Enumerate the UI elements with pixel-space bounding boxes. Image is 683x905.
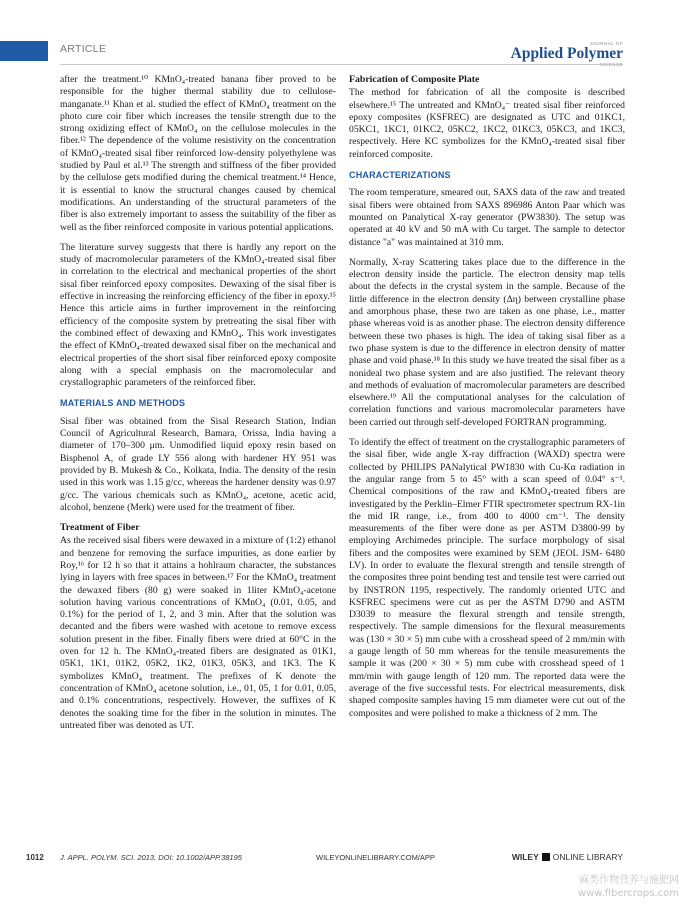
paragraph: Normally, X-ray Scattering takes place due to the difference in the electron density inside the particle. The electron density map tells about the defects in the crystal system in the sample. Because of the little difference in the electron density (Δη) between crystalline phase and amorphous phase, these two are taken as one phase, i.e., matter phase whereas void is as another phase. The electron density difference between these two phases is high. The idea of taking sisal fiber as a two phase system is due to the difference in electron density of matter phase and void phase.¹⁸ In this study we have treated the sisal fiber as a nonideal two phase system and are also justified. The relevant theory and methods of evaluation of macromolecular parameters are described elsewhere.¹⁹ All the computational analyses for the calculation of correlation functions and various macromolecular parameters have been carried out through self-developed FORTRAN programming. xyxy=(349,256,625,428)
paragraph: To identify the effect of treatment on the crystallographic parameters of the sisal fiber, wide angle X-ray diffraction (WAXD) spectra were collected by PHILIPS PANalytical PW1830 with Cu-Kα radiation in the angular range from 5 to 45° with a scan speed of 0.04° s⁻¹. Chemical compositions of the raw and KMnO₄-treated fibers are investigated by the Perklin–Elmer FTIR spectrometer spectrum RX-1in the mid IR range, i.e., from 400 to 4000 cm⁻¹. The density measurements of the fiber were done as per ASTM D3800-99 by employing Archimedes principle. The surface morphology of sisal fibers and the composites were examined by SEM (JEOL JSM- 6480 LV). In order to evaluate the flexural strength and tensile strength of the composites three point bending test and tensile test were carried out by INSTRON 1195, respectively. The randomly oriented UTC and KSFREC specimens were cut as per the ASTM D790 and ASTM D3039 to measure the flexural strength and tensile strength, respectively. The sample dimensions for the flexural measurements was (130 × 30 × 5) mm cube with a crosshead speed of 2 mm/min with a gauge length of 50 mm whereas for the tensile measurements the sample it was (200 × 30 × 5) mm cube with crosshead speed of 1 mm/min with gauge length of 120 mm. The reported data were the average of the five successful tests. For electrical measurements, disk shaped composite samples having 15 mm diameter were cut out of the composites and were polished to make a thickness of 2 mm. The xyxy=(349,437,625,719)
site-watermark xyxy=(578,874,679,900)
watermark-line-2: www.fibercrops.com xyxy=(577,888,679,899)
section-label: ARTICLE xyxy=(60,43,107,55)
paragraph: The literature survey suggests that there is hardly any report on the study of macromolecular parameters of the KMnO₄-treated sisal fiber in correlation to the electrical and mechanical properties of the short sisal fiber reinforced epoxy composites. Dewaxing of the sisal fiber is effective in increasing the reinforcing efficiency of the fiber in epoxy.¹⁵ Hence this article aims in further improvement in the reinforcing efficiency of the composite system by pretreating the sisal fiber with the combined effect of dewaxing and KMnO₄. This work investigates the effect of KMnO₄-treated dewaxed sisal fiber on the mechanical and electrical properties of the short sisal fiber reinforced epoxy composite along with a special emphasis on the macromolecular and crystallographic parameters of the reinforced fiber. xyxy=(60,241,336,389)
citation: J. APPL. POLYM. SCI. 2013, DOI: 10.1002/APP.38195 xyxy=(60,853,242,862)
journal-url[interactable]: WILEYONLINELIBRARY.COM/APP xyxy=(316,853,435,862)
right-column xyxy=(349,74,625,728)
subsection-heading-treatment: Treatment of Fiber xyxy=(60,522,140,534)
journal-logo-name: Applied Polymer xyxy=(510,45,623,62)
left-column xyxy=(60,74,336,740)
paragraph: The method for fabrication of all the composite is described elsewhere.¹⁵ The untreated and KMnO₄⁻ treated sisal fiber reinforced epoxy composites (KSFREC) are designated as UTC and 01KC1, 05KC1, 1KC1, 01KC2, 05KC2, 1KC2, 01KC3, 05KC3, and 1KC3, respectively. Here KC symbolizes for the KMnO₄-treated sisal fiber reinforced composite. xyxy=(349,87,625,160)
publisher-name: WILEY xyxy=(511,852,539,862)
watermark-line-1: 麻类作物营养与施肥网 xyxy=(579,875,679,886)
paragraph: As the received sisal fibers were dewaxed in a mixture of (1:2) ethanol and benzene for removing the surface impurities, as done earlier by Roy,¹⁶ for 12 h so that it attains a hohlraum character, the substances lying in layers with free spaces in between.¹⁷ For the KMnO₄ treatment the dewaxed fibers (80 g) were soaked in 1liter KMnO₄-acetone solution having various concentrations of KMnO₄ (0.01, 0.05, and 0.1%) for the period of 1, 2, and 3 min. After that the solution was decanted and the fibers were washed with acetone to remove excess solution present in the fiber. Finally fibers were dried at 60°C in the oven for 12 h. The KMnO₄-treated fibers are designated as 01K1, 05K1, 1K1, 01K2, 05K2, 1K2, 01K3, 05K3, and 1K3. The K symbolizes KMnO₄ treatment. The prefixes of K denote the concentration of KMnO₄ acetone solution, i.e., 01, 05, 1 for 0.01, 0.05, and 0.1% concentrations, respectively. However, the suffixes of K denotes the soaking time for the fiber in the solution in minutes. The untreated fiber was denoted as UT. xyxy=(60,535,336,731)
paragraph: after the treatment.¹⁰ KMnO₄-treated banana fiber proved to be responsible for the higher thermal stability due to cellulose-manganate.¹¹ Khan et al. studied the effect of KMnO₄ treatment on the photo cure coir fiber which increases the tensile strength due to the strong oxidizing effect of KMnO₄ on the cellulose molecules in the fiber.¹² The dependence of the volume resistivity on the concentration of KMnO₄-treated sisal fiber reinforced low-density polyethylene was studied by Paul et al.¹³ The strength and stiffness of the fiber provided by the cellulose gets modified during the chemical treatment.¹⁴ Hence, it is essential to know the structural changes caused by chemical modifications. An understanding of the structural parameters of the fiber is also extremely important to assess the suitability of the fiber as well as the fiber reinforced composite in various potential applications. xyxy=(60,74,336,233)
page-footer xyxy=(0,852,683,866)
wiley-online-library-logo xyxy=(512,852,623,862)
page-number: 1012 xyxy=(26,853,44,862)
subsection-heading-fabrication: Fabrication of Composite Plate xyxy=(349,74,480,85)
header-accent-bar xyxy=(0,41,48,61)
wiley-logo-icon xyxy=(542,853,550,861)
journal-logo-prefix: JOURNAL OF xyxy=(589,41,623,46)
header-rule xyxy=(60,64,623,65)
section-heading-characterizations: CHARACTERIZATIONS xyxy=(349,170,451,181)
section-heading-materials: MATERIALS AND METHODS xyxy=(60,398,186,409)
library-name: ONLINE LIBRARY xyxy=(552,852,623,862)
paragraph: The room temperature, smeared out, SAXS data of the raw and treated sisal fibers were obtained from SAXS 896986 Anton Paar which was mounted on Panalytical X-ray generator (PW3830). The setup was operated at 40 kV and 50 mA with Cu target. The sample to detector distance "a" was maintained at 310 mm. xyxy=(349,187,625,248)
paragraph: Sisal fiber was obtained from the Sisal Research Station, Indian Council of Agricultural Research, Bamara, Orissa, India having a diameter of 170–300 μm. Unmodified liquid epoxy resin based on Bisphenol A, of grade LY 556 along with hardener HY 951 was provided by B. Mukesh & Co., Kolkata, India. The density of the resin used in this work was 1.15 g/cc, whereas the hardener density was 0.97 g/cc. The various chemicals such as KMnO₄, acetone, acetic acid, alcohol, benzene (Merk) were used for the treatment of fiber. xyxy=(60,415,336,513)
